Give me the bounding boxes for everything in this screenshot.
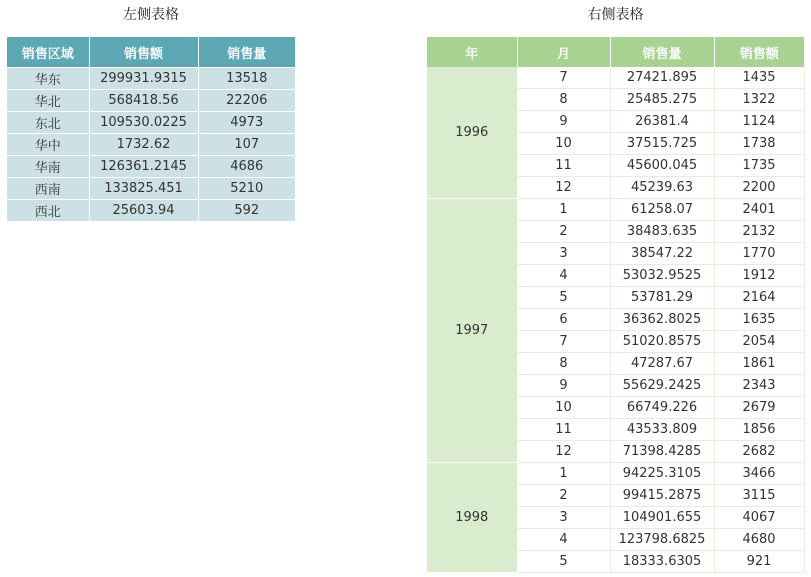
- cell-quantity: 2343: [714, 375, 804, 397]
- cell-amount: 37515.725: [610, 133, 714, 155]
- cell-month: 5: [517, 551, 610, 573]
- cell-quantity: 1770: [714, 243, 804, 265]
- left-header-region: 销售区域: [7, 37, 89, 68]
- cell-month: 10: [517, 397, 610, 419]
- cell-month: 2: [517, 221, 610, 243]
- cell-amount: 123798.6825: [610, 529, 714, 551]
- cell-amount: 25485.275: [610, 89, 714, 111]
- cell-quantity: 5210: [198, 178, 295, 200]
- cell-quantity: 2164: [714, 287, 804, 309]
- table-row: [7, 68, 295, 90]
- cell-amount: 1732.62: [89, 134, 198, 156]
- cell-amount: 45600.045: [610, 155, 714, 177]
- cell-amount: 55629.2425: [610, 375, 714, 397]
- right-table: [427, 37, 805, 573]
- cell-month: 8: [517, 89, 610, 111]
- cell-quantity: 1735: [714, 155, 804, 177]
- cell-amount: 25603.94: [89, 200, 198, 222]
- cell-quantity: 3115: [714, 485, 804, 507]
- cell-month: 10: [517, 133, 610, 155]
- cell-month: 1: [517, 199, 610, 221]
- cell-quantity: 1635: [714, 309, 804, 331]
- cell-region: 华中: [7, 134, 89, 156]
- cell-month: 9: [517, 375, 610, 397]
- cell-month: 7: [517, 331, 610, 353]
- cell-quantity: 2200: [714, 177, 804, 199]
- cell-region: 华南: [7, 156, 89, 178]
- cell-month: 5: [517, 287, 610, 309]
- cell-amount: 299931.9315: [89, 68, 198, 90]
- cell-region: 西北: [7, 200, 89, 222]
- cell-amount: 43533.809: [610, 419, 714, 441]
- left-header-amount: 销售额: [89, 37, 198, 68]
- table-row: [427, 199, 804, 221]
- cell-quantity: 1322: [714, 89, 804, 111]
- cell-quantity: 107: [198, 134, 295, 156]
- right-table-header-row: [427, 37, 804, 67]
- cell-month: 8: [517, 353, 610, 375]
- cell-quantity: 1435: [714, 67, 804, 89]
- cell-quantity: 1738: [714, 133, 804, 155]
- cell-month: 11: [517, 155, 610, 177]
- cell-quantity: 2682: [714, 441, 804, 463]
- cell-month: 9: [517, 111, 610, 133]
- right-header-month: 月: [517, 37, 610, 67]
- table-row: [7, 90, 295, 112]
- cell-month: 1: [517, 463, 610, 485]
- cell-quantity: 4973: [198, 112, 295, 134]
- left-table-title: 左侧表格: [123, 7, 179, 23]
- cell-quantity: 1124: [714, 111, 804, 133]
- cell-quantity: 2401: [714, 199, 804, 221]
- cell-region: 东北: [7, 112, 89, 134]
- cell-quantity: 2132: [714, 221, 804, 243]
- right-header-year: 年: [427, 37, 517, 67]
- cell-quantity: 4680: [714, 529, 804, 551]
- cell-amount: 38483.635: [610, 221, 714, 243]
- cell-amount: 53781.29: [610, 287, 714, 309]
- right-header-quantity: 销售量: [610, 37, 714, 67]
- cell-amount: 104901.655: [610, 507, 714, 529]
- cell-month: 12: [517, 441, 610, 463]
- left-table-header-row: [7, 37, 295, 68]
- table-row: [7, 178, 295, 200]
- left-header-quantity: 销售量: [198, 37, 295, 68]
- cell-region: 华东: [7, 68, 89, 90]
- cell-quantity: 22206: [198, 90, 295, 112]
- cell-month: 3: [517, 243, 610, 265]
- cell-month: 4: [517, 529, 610, 551]
- cell-amount: 45239.63: [610, 177, 714, 199]
- cell-quantity: 1912: [714, 265, 804, 287]
- right-header-amount: 销售额: [714, 37, 804, 67]
- cell-year: 1998: [427, 463, 517, 573]
- cell-month: 2: [517, 485, 610, 507]
- table-row: [7, 200, 295, 222]
- cell-month: 7: [517, 67, 610, 89]
- right-table-title: 右侧表格: [587, 7, 644, 23]
- cell-amount: 126361.2145: [89, 156, 198, 178]
- cell-month: 3: [517, 507, 610, 529]
- cell-amount: 53032.9525: [610, 265, 714, 287]
- cell-quantity: 4067: [714, 507, 804, 529]
- table-row: [7, 156, 295, 178]
- cell-quantity: 921: [714, 551, 804, 573]
- cell-quantity: 13518: [198, 68, 295, 90]
- cell-amount: 18333.6305: [610, 551, 714, 573]
- table-row: [427, 67, 804, 89]
- cell-amount: 94225.3105: [610, 463, 714, 485]
- cell-amount: 26381.4: [610, 111, 714, 133]
- cell-month: 4: [517, 265, 610, 287]
- cell-quantity: 1856: [714, 419, 804, 441]
- cell-amount: 66749.226: [610, 397, 714, 419]
- cell-quantity: 1861: [714, 353, 804, 375]
- table-row: [427, 463, 804, 485]
- cell-amount: 71398.4285: [610, 441, 714, 463]
- cell-quantity: 592: [198, 200, 295, 222]
- cell-month: 6: [517, 309, 610, 331]
- cell-amount: 568418.56: [89, 90, 198, 112]
- cell-amount: 47287.67: [610, 353, 714, 375]
- cell-quantity: 2054: [714, 331, 804, 353]
- cell-amount: 109530.0225: [89, 112, 198, 134]
- cell-month: 11: [517, 419, 610, 441]
- cell-amount: 61258.07: [610, 199, 714, 221]
- cell-year: 1997: [427, 199, 517, 463]
- left-table: [7, 37, 295, 221]
- cell-year: 1996: [427, 67, 517, 199]
- cell-amount: 27421.895: [610, 67, 714, 89]
- cell-amount: 38547.22: [610, 243, 714, 265]
- cell-region: 西南: [7, 178, 89, 200]
- cell-quantity: 2679: [714, 397, 804, 419]
- cell-quantity: 4686: [198, 156, 295, 178]
- cell-amount: 99415.2875: [610, 485, 714, 507]
- cell-amount: 133825.451: [89, 178, 198, 200]
- cell-region: 华北: [7, 90, 89, 112]
- cell-amount: 36362.8025: [610, 309, 714, 331]
- cell-amount: 51020.8575: [610, 331, 714, 353]
- cell-month: 12: [517, 177, 610, 199]
- cell-quantity: 3466: [714, 463, 804, 485]
- table-row: [7, 134, 295, 156]
- table-row: [7, 112, 295, 134]
